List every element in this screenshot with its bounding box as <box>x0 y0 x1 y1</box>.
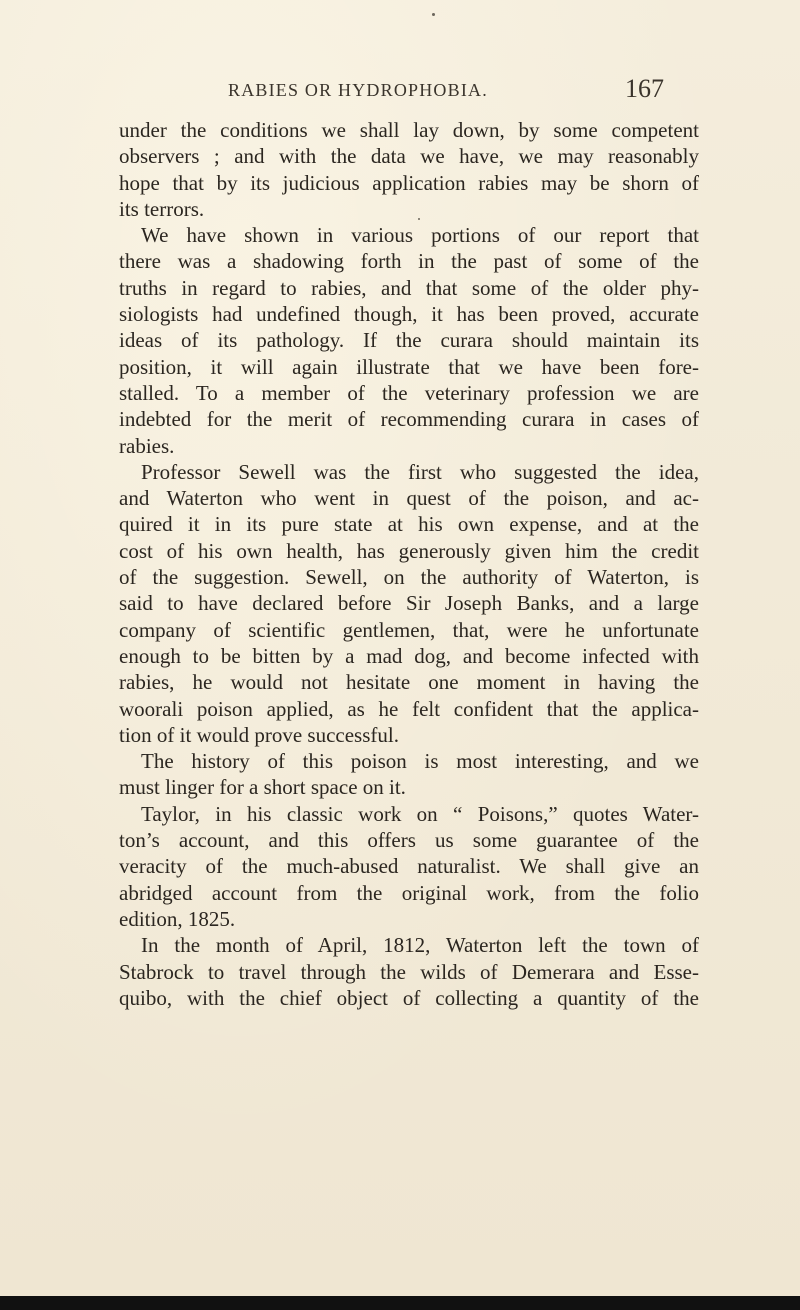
text-line: its terrors. <box>119 196 205 221</box>
text-line: and Waterton who went in quest of the poison, and ac- <box>119 486 699 511</box>
text-line: siologists had undefined though, it has been proved, accurate <box>119 302 699 327</box>
text-line: position, it will again illustrate that we have been fore- <box>119 354 699 379</box>
text-line: observers ; and with the data we have, we may reasonably <box>119 144 699 169</box>
print-speck <box>418 218 420 220</box>
text-line: quired it in its pure state at his own expense, and at the <box>119 512 699 537</box>
text-line: In the month of April, 1812, Waterton left the town of <box>141 933 699 958</box>
body-text <box>119 117 699 1011</box>
text-line: ton’s account, and this offers us some guarantee of the <box>119 828 699 853</box>
page-number: 167 <box>625 74 664 103</box>
text-line: Professor Sewell was the first who suggested the idea, <box>141 459 699 484</box>
text-line: The history of this poison is most interesting, and we <box>141 749 699 774</box>
text-line: stalled. To a member of the veterinary profession we are <box>119 380 699 405</box>
text-line: rabies. <box>119 433 175 458</box>
print-speck <box>432 13 435 16</box>
text-line: enough to be bitten by a mad dog, and become infected with <box>119 643 699 668</box>
text-line: indebted for the merit of recommending curara in cases of <box>119 407 699 432</box>
running-title: RABIES OR HYDROPHOBIA. <box>228 80 488 100</box>
text-line: rabies, he would not hesitate one moment in having the <box>119 670 699 695</box>
text-line: edition, 1825. <box>119 906 236 931</box>
text-line: tion of it would prove successful. <box>119 722 399 747</box>
text-line: We have shown in various portions of our report that <box>141 223 699 248</box>
text-line: ideas of its pathology. If the curara should maintain its <box>119 328 699 353</box>
text-line: Taylor, in his classic work on “ Poisons,” quotes Water- <box>141 801 699 826</box>
text-line: there was a shadowing forth in the past of some of the <box>119 249 699 274</box>
text-line: woorali poison applied, as he felt confident that the applica- <box>119 696 699 721</box>
running-header <box>0 72 800 102</box>
text-line: Stabrock to travel through the wilds of Demerara and Esse- <box>119 959 699 984</box>
text-line: company of scientific gentlemen, that, were he unfortunate <box>119 617 699 642</box>
text-line: veracity of the much-abused naturalist. We shall give an <box>119 854 699 879</box>
page-edge-shadow <box>0 1296 800 1310</box>
text-line: cost of his own health, has generously given him the credit <box>119 538 699 563</box>
text-line: hope that by its judicious application rabies may be shorn of <box>119 170 699 195</box>
text-line: under the conditions we shall lay down, by some competent <box>119 118 699 142</box>
text-line: quibo, with the chief object of collecting a quantity of the <box>119 985 699 1010</box>
text-line: said to have declared before Sir Joseph Banks, and a large <box>119 591 699 616</box>
text-line: abridged account from the original work, from the folio <box>119 880 699 905</box>
text-line: truths in regard to rabies, and that some of the older phy- <box>119 275 699 300</box>
text-line: must linger for a short space on it. <box>119 775 406 800</box>
text-line: of the suggestion. Sewell, on the authority of Waterton, is <box>119 565 699 590</box>
